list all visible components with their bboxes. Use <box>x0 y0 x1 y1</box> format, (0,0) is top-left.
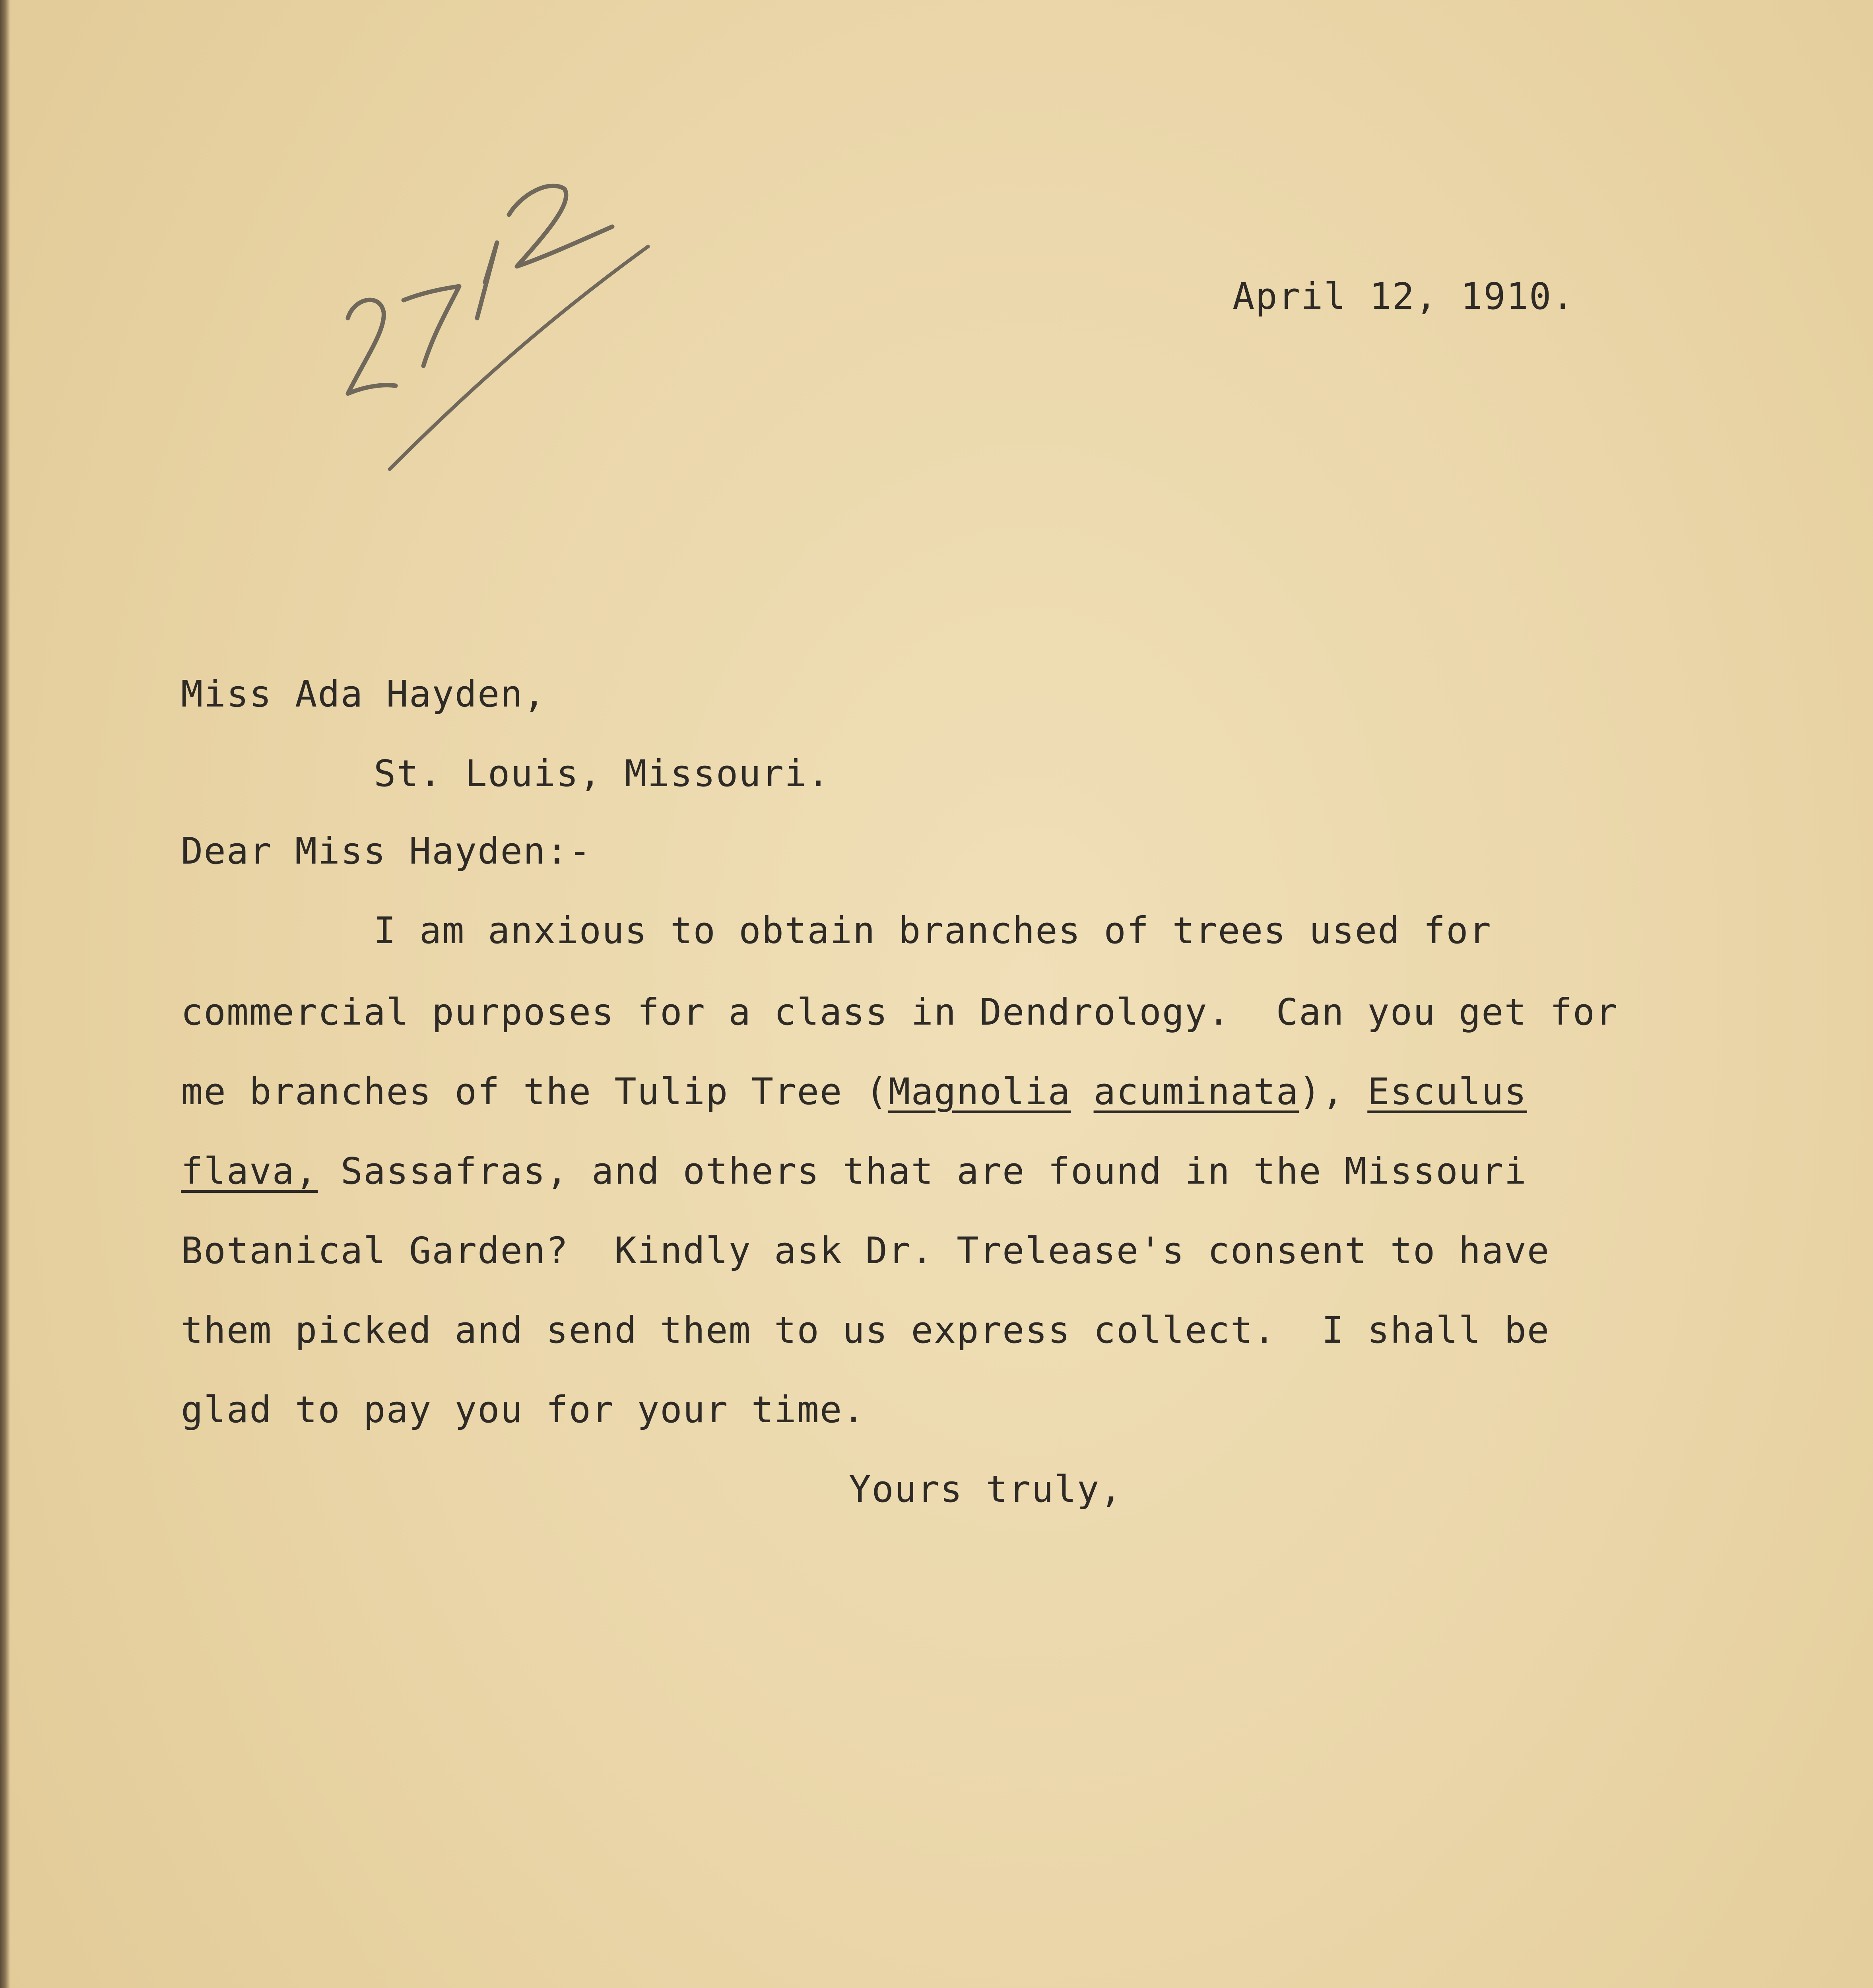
body-line-3 <box>181 1070 1527 1113</box>
handwritten-number-annotation <box>310 151 668 493</box>
species-flava: flava, <box>181 1150 318 1192</box>
paper-left-edge <box>0 0 10 1988</box>
species-magnolia: Magnolia <box>888 1070 1071 1113</box>
body-line-5: Botanical Garden? Kindly ask Dr. Trelease's consent to have <box>181 1229 1550 1272</box>
body-line-6: them picked and send them to us express collect. I shall be <box>181 1309 1550 1351</box>
species-acuminata: acuminata <box>1093 1070 1299 1113</box>
recipient-name: Miss Ada Hayden, <box>181 673 546 715</box>
recipient-city: St. Louis, Missouri. <box>374 752 830 795</box>
body-line-4 <box>181 1150 1527 1192</box>
body-line-1: I am anxious to obtain branches of trees used for <box>374 909 1492 952</box>
body-line-3-space <box>1071 1070 1093 1113</box>
body-line-3-start: me branches of the Tulip Tree ( <box>181 1070 889 1113</box>
salutation: Dear Miss Hayden:- <box>181 830 592 872</box>
body-line-7: glad to pay you for your time. <box>181 1388 866 1431</box>
body-line-4-rest: Sassafras, and others that are found in the Missouri <box>318 1150 1527 1192</box>
body-line-2: commercial purposes for a class in Dendrology. Can you get for <box>181 991 1619 1033</box>
body-line-3-middle: ), <box>1299 1070 1368 1113</box>
letter-date: April 12, 1910. <box>1232 275 1575 318</box>
closing: Yours truly, <box>849 1468 1123 1510</box>
species-esculus: Esculus <box>1367 1070 1527 1113</box>
